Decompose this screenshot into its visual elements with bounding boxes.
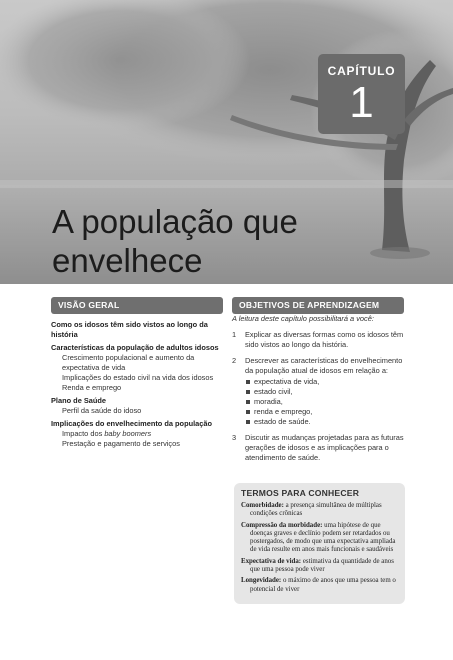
chapter-title-line-2: envelhece	[52, 242, 203, 279]
overview-list	[51, 320, 223, 449]
term-definition: a presença simultânea de múltiplas condições crônicas	[250, 502, 382, 518]
objectives-heading: OBJETIVOS DE APRENDIZAGEM	[232, 297, 404, 314]
objective-text: Descrever as características do envelhecimento da população atual de idosos em relação a:	[245, 356, 403, 375]
term-name: Compressão da morbidade:	[241, 521, 323, 529]
term-definition: o máximo de anos que uma pessoa tem o potencial de viver	[250, 577, 396, 593]
square-bullet-icon	[245, 387, 254, 397]
terms-heading: TERMOS PARA CONHECER	[241, 488, 360, 498]
overview-item: Plano de Saúde	[51, 396, 107, 405]
overview-subitem: Impacto dos baby boomers	[62, 429, 152, 438]
chapter-number: 1	[349, 78, 374, 127]
objective-item	[232, 433, 404, 463]
term-entry	[241, 522, 399, 555]
square-bullet-icon	[245, 377, 254, 387]
term-name: Expectativa de vida:	[241, 557, 302, 565]
bullet-item: estado de saúde.	[245, 417, 404, 427]
chapter-hero-image	[0, 0, 453, 284]
objective-bullets	[245, 377, 404, 427]
square-bullet-icon	[245, 397, 254, 407]
objective-number: 1	[232, 330, 237, 339]
terms-box	[234, 483, 405, 604]
square-bullet-icon	[245, 407, 254, 417]
overview-subitem: Perfil da saúde do idoso	[62, 406, 142, 415]
overview-subitem: Implicações do estado civil na vida dos idosos	[62, 373, 214, 382]
overview-subitem: Crescimento populacional e aumento da expectativa de vida	[62, 353, 195, 372]
objective-text: Discutir as mudanças projetadas para as futuras gerações de idosos e as implicações para o atendimento de saúde.	[245, 433, 404, 462]
term-name: Comorbidade:	[241, 502, 284, 509]
term-entry	[241, 577, 399, 594]
term-definition: uma hipótese de que doenças graves e declínio podem ser retardados ou postergados, de modo que uma expectativa ampliada de vida resulte em anos mais funcionais e saudáveis	[250, 521, 396, 554]
overview-item: Como os idosos têm sido vistos ao longo da história	[51, 320, 208, 339]
chapter-title-line-1: A população que	[52, 203, 298, 240]
chapter-label: CAPÍTULO	[327, 64, 396, 78]
square-bullet-icon	[245, 417, 254, 427]
objective-number: 2	[232, 356, 237, 365]
bullet-item: renda e emprego,	[245, 407, 404, 417]
chapter-title	[52, 202, 298, 280]
term-entry	[241, 502, 399, 519]
objectives-intro: A leitura deste capítulo possibilitará a você:	[232, 314, 374, 323]
objective-item	[232, 330, 404, 350]
objectives-list	[232, 314, 404, 469]
objective-number: 3	[232, 433, 237, 442]
term-definition: estimativa da quantidade de anos que uma pessoa pode viver	[250, 557, 394, 574]
chapter-badge	[318, 54, 405, 134]
bullet-item: moradia,	[245, 397, 404, 407]
overview-subitem: Prestação e pagamento de serviços	[62, 439, 180, 448]
objective-text: Explicar as diversas formas como os idosos têm sido vistos ao longo da história.	[245, 330, 404, 349]
term-name: Longevidade:	[241, 577, 282, 585]
bullet-item: estado civil,	[245, 387, 404, 397]
overview-item: Implicações do envelhecimento da população	[51, 419, 212, 428]
overview-subitem: Renda e emprego	[62, 383, 122, 392]
objective-item	[232, 356, 404, 427]
overview-item: Características da população de adultos idosos	[51, 343, 219, 352]
overview-heading: VISÃO GERAL	[51, 297, 223, 314]
term-entry	[241, 558, 399, 575]
bullet-item: expectativa de vida,	[245, 377, 404, 387]
